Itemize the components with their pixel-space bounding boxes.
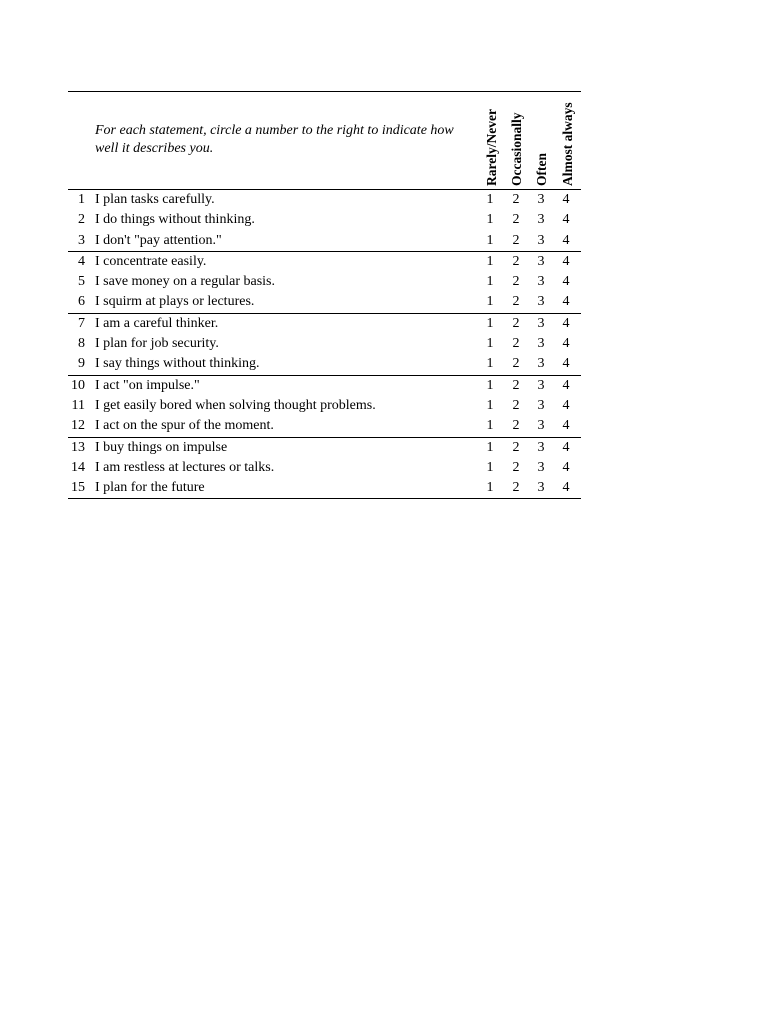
rating-option-2[interactable]: 2 xyxy=(512,418,520,434)
table-row xyxy=(68,478,581,498)
item-number: 13 xyxy=(71,439,85,455)
column-header-label: Occasionally xyxy=(509,112,524,186)
rating-option-1[interactable]: 1 xyxy=(486,459,494,475)
statement-text: I plan tasks carefully. xyxy=(95,192,215,207)
item-number: 7 xyxy=(78,315,85,331)
statement-text: I plan for job security. xyxy=(95,336,219,352)
rating-option-4[interactable]: 4 xyxy=(562,274,570,290)
rating-option-4[interactable]: 4 xyxy=(562,356,570,372)
rating-option-1[interactable]: 1 xyxy=(486,377,494,393)
item-number: 6 xyxy=(78,294,85,310)
item-number: 4 xyxy=(78,253,85,269)
statement-text: I buy things on impulse xyxy=(95,439,228,455)
rating-option-1[interactable]: 1 xyxy=(486,397,494,413)
rating-option-2[interactable]: 2 xyxy=(512,397,520,413)
item-number: 8 xyxy=(78,336,85,352)
column-header-label: Rarely/Never xyxy=(484,109,499,186)
table-row xyxy=(68,231,581,251)
rating-option-3[interactable]: 3 xyxy=(537,253,545,269)
rating-option-2[interactable]: 2 xyxy=(512,315,520,331)
rating-option-4[interactable]: 4 xyxy=(562,418,570,434)
rating-option-2[interactable]: 2 xyxy=(512,294,520,310)
item-number: 11 xyxy=(71,397,85,413)
column-header-label: Almost always xyxy=(560,102,575,186)
rating-option-3[interactable]: 3 xyxy=(537,192,545,207)
statement-text: I do things without thinking. xyxy=(95,212,255,228)
table-header xyxy=(68,92,581,190)
rating-option-1[interactable]: 1 xyxy=(486,480,494,496)
rating-option-1[interactable]: 1 xyxy=(486,253,494,269)
item-group xyxy=(68,438,581,500)
rating-option-3[interactable]: 3 xyxy=(537,356,545,372)
rating-option-3[interactable]: 3 xyxy=(537,397,545,413)
rating-option-4[interactable]: 4 xyxy=(562,480,570,496)
rating-option-2[interactable]: 2 xyxy=(512,212,520,228)
rating-option-3[interactable]: 3 xyxy=(537,377,545,393)
rating-option-4[interactable]: 4 xyxy=(562,459,570,475)
rating-option-2[interactable]: 2 xyxy=(512,459,520,475)
rating-option-1[interactable]: 1 xyxy=(486,356,494,372)
rating-option-3[interactable]: 3 xyxy=(537,336,545,352)
item-number: 14 xyxy=(71,459,85,475)
statement-text: I concentrate easily. xyxy=(95,253,207,269)
statement-text: I say things without thinking. xyxy=(95,356,260,372)
table-row xyxy=(68,416,581,436)
table-row xyxy=(68,210,581,230)
rating-option-4[interactable]: 4 xyxy=(562,212,570,228)
item-group xyxy=(68,190,581,252)
item-number: 12 xyxy=(71,418,85,434)
item-number: 15 xyxy=(71,480,85,496)
statement-text: I get easily bored when solving thought problems. xyxy=(95,397,376,413)
item-number: 3 xyxy=(78,232,85,248)
rating-option-2[interactable]: 2 xyxy=(512,192,520,207)
statement-text: I act "on impulse." xyxy=(95,377,200,393)
rating-option-1[interactable]: 1 xyxy=(486,212,494,228)
rating-option-3[interactable]: 3 xyxy=(537,294,545,310)
statement-text: I act on the spur of the moment. xyxy=(95,418,274,434)
rating-option-1[interactable]: 1 xyxy=(486,418,494,434)
questionnaire-table xyxy=(68,91,581,499)
item-number: 10 xyxy=(71,377,85,393)
rating-option-2[interactable]: 2 xyxy=(512,274,520,290)
statement-text: I am a careful thinker. xyxy=(95,315,219,331)
rating-option-4[interactable]: 4 xyxy=(562,397,570,413)
item-number: 1 xyxy=(78,192,85,207)
statement-text: I don't "pay attention." xyxy=(95,232,222,248)
column-header-label: Often xyxy=(534,153,549,186)
statement-text: I save money on a regular basis. xyxy=(95,274,275,290)
rating-option-2[interactable]: 2 xyxy=(512,232,520,248)
rating-option-4[interactable]: 4 xyxy=(562,192,570,207)
statement-text: I squirm at plays or lectures. xyxy=(95,294,255,310)
rating-option-1[interactable]: 1 xyxy=(486,294,494,310)
rating-option-1[interactable]: 1 xyxy=(486,274,494,290)
table-row xyxy=(68,292,581,312)
table-row xyxy=(68,458,581,478)
item-number: 9 xyxy=(78,356,85,372)
rating-option-2[interactable]: 2 xyxy=(512,377,520,393)
rating-option-4[interactable]: 4 xyxy=(562,315,570,331)
item-group xyxy=(68,376,581,438)
rating-option-3[interactable]: 3 xyxy=(537,459,545,475)
rating-option-1[interactable]: 1 xyxy=(486,336,494,352)
rating-option-3[interactable]: 3 xyxy=(537,274,545,290)
rating-option-3[interactable]: 3 xyxy=(537,439,545,455)
table-row xyxy=(68,354,581,374)
rating-option-1[interactable]: 1 xyxy=(486,439,494,455)
item-number: 2 xyxy=(78,212,85,228)
statement-text: I plan for the future xyxy=(95,480,205,496)
rating-option-3[interactable]: 3 xyxy=(537,212,545,228)
table-row xyxy=(68,272,581,292)
table-body xyxy=(68,190,581,499)
table-row xyxy=(68,334,581,354)
table-row xyxy=(68,190,581,210)
rating-option-3[interactable]: 3 xyxy=(537,315,545,331)
table-row xyxy=(68,314,581,334)
rating-option-4[interactable]: 4 xyxy=(562,439,570,455)
rating-option-1[interactable]: 1 xyxy=(486,315,494,331)
rating-option-3[interactable]: 3 xyxy=(537,418,545,434)
rating-option-2[interactable]: 2 xyxy=(512,439,520,455)
item-group xyxy=(68,252,581,314)
rating-option-3[interactable]: 3 xyxy=(537,480,545,496)
rating-option-4[interactable]: 4 xyxy=(562,253,570,269)
item-group xyxy=(68,314,581,376)
rating-option-4[interactable]: 4 xyxy=(562,377,570,393)
rating-option-1[interactable]: 1 xyxy=(486,232,494,248)
table-row xyxy=(68,438,581,458)
rating-option-4[interactable]: 4 xyxy=(562,336,570,352)
rating-option-3[interactable]: 3 xyxy=(537,232,545,248)
rating-option-2[interactable]: 2 xyxy=(512,336,520,352)
rating-option-4[interactable]: 4 xyxy=(562,232,570,248)
rating-option-1[interactable]: 1 xyxy=(486,192,494,207)
rating-option-2[interactable]: 2 xyxy=(512,480,520,496)
table-row xyxy=(68,396,581,416)
rating-option-4[interactable]: 4 xyxy=(562,294,570,310)
rating-option-2[interactable]: 2 xyxy=(512,356,520,372)
item-number: 5 xyxy=(78,274,85,290)
instruction-text: For each statement, circle a number to the right to indicate how well it describes you. xyxy=(95,123,454,156)
rating-option-2[interactable]: 2 xyxy=(512,253,520,269)
table-row xyxy=(68,252,581,272)
table-row xyxy=(68,376,581,396)
statement-text: I am restless at lectures or talks. xyxy=(95,459,275,475)
